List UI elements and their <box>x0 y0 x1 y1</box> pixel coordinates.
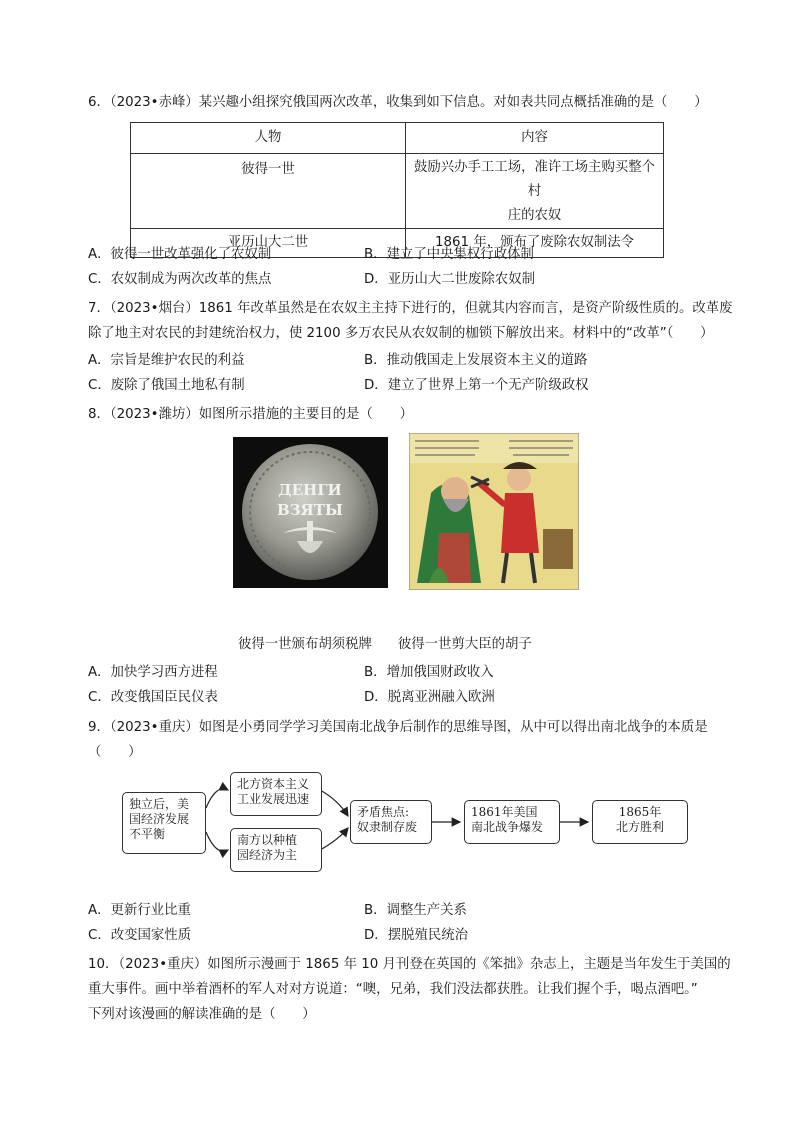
mindmap-node-south: 南方以种植 园经济为主 <box>230 828 322 872</box>
table-cell-person: 亚历山大二世 <box>131 229 406 258</box>
question-10-stem-line: 10．（2023•重庆）如图所示漫画于 1865 年 10 月刊登在英国的《笨拙》杂志上，主题是当年发生于美国的 <box>88 957 731 972</box>
question-7-stem-line: 7．（2023•烟台）1861 年改革虽然是在农奴主主持下进行的，但就其内容而言，是资产阶级性质的。改革废 <box>88 301 733 316</box>
option-d[interactable]: D．建立了世界上第一个无产阶级政权 <box>364 378 589 393</box>
question-10 <box>88 952 731 1027</box>
coin-text: ВЗЯТЫ <box>277 501 343 519</box>
beard-tax-token-image <box>233 437 388 588</box>
question-8-options <box>88 660 708 710</box>
caption-right: 彼得一世剪大臣的胡子 <box>397 637 532 652</box>
option-b[interactable]: B．建立了中央集权行政体制 <box>364 247 534 262</box>
image-caption <box>238 633 532 652</box>
mindmap-node-end: 1865年 北方胜利 <box>592 800 688 844</box>
option-c[interactable]: C．改变俄国臣民仪表 <box>88 690 218 705</box>
option-d[interactable]: D．亚历山大二世废除农奴制 <box>364 272 535 287</box>
option-a[interactable]: A．加快学习西方进程 <box>88 665 218 680</box>
option-b[interactable]: B．调整生产关系 <box>364 903 467 918</box>
table-cell-content-line: 庄的农奴 <box>507 208 562 223</box>
option-c[interactable]: C．农奴制成为两次改革的焦点 <box>88 272 272 287</box>
option-c[interactable]: C．废除了俄国土地私有制 <box>88 378 245 393</box>
question-9 <box>88 715 720 765</box>
mindmap-node-north: 北方资本主义 工业发展迅速 <box>230 772 322 816</box>
reform-table <box>130 122 664 258</box>
beard-cutting-illustration <box>409 433 579 590</box>
question-8-stem: 8．（2023•潍坊）如图所示措施的主要目的是（ ） <box>88 407 413 422</box>
option-a[interactable]: A．宗旨是维护农民的利益 <box>88 353 245 368</box>
table-cell-content-line: 鼓励兴办手工工场，准许工场主购买整个村 <box>413 160 656 199</box>
option-b[interactable]: B．增加俄国财政收入 <box>364 665 494 680</box>
mindmap-node-war: 1861年美国 南北战争爆发 <box>464 800 560 844</box>
question-6 <box>88 90 720 115</box>
question-10-stem-line: 下列对该漫画的解读准确的是（ ） <box>88 1007 316 1022</box>
option-d[interactable]: D．脱离亚洲融入欧洲 <box>364 690 495 705</box>
option-d[interactable]: D．摆脱殖民统治 <box>364 928 469 943</box>
table-cell-content: 1861 年，颁布了废除农奴制法令 <box>406 229 664 258</box>
question-9-stem-line: （ ） <box>88 745 142 760</box>
question-6-options <box>88 242 708 292</box>
mind-map <box>120 770 700 870</box>
option-b[interactable]: B．推动俄国走上发展资本主义的道路 <box>364 353 588 368</box>
option-a[interactable]: A．彼得一世改革强化了农奴制 <box>88 247 272 262</box>
table-cell-person: 彼得一世 <box>131 154 406 229</box>
question-10-stem-line: 重大事件。画中举着酒杯的军人对对方说道：“噢，兄弟，我们没法都获胜。让我们握个手，喝点酒吧。” <box>88 982 698 997</box>
table-header-row <box>131 123 664 154</box>
option-c[interactable]: C．改变国家性质 <box>88 928 192 943</box>
option-a[interactable]: A．更新行业比重 <box>88 903 191 918</box>
question-9-options <box>88 898 708 948</box>
question-7-stem-line: 除了地主对农民的封建统治权力，使 2100 多万农民从农奴制的枷锁下解放出来。材料中的“改革”（ ） <box>88 326 714 341</box>
table-row <box>131 154 664 229</box>
caption-left: 彼得一世颁布胡须税牌 <box>238 637 372 652</box>
question-9-stem-line: 9．（2023•重庆）如图是小勇同学学习美国南北战争后制作的思维导图，从中可以得出南北战争的本质是 <box>88 720 708 735</box>
mindmap-node-focus: 矛盾焦点: 奴隶制存废 <box>350 800 432 844</box>
table-header-person: 人物 <box>131 123 406 154</box>
question-8 <box>88 402 720 427</box>
coin-text: ДЕНГИ <box>278 481 342 499</box>
question-6-stem: 6．（2023•赤峰）某兴趣小组探究俄国两次改革，收集到如下信息。对如表共同点概括准确的是（ ） <box>88 95 708 110</box>
table-header-content: 内容 <box>406 123 664 154</box>
question-7-options <box>88 348 708 398</box>
mindmap-node-start: 独立后，美 国经济发展 不平衡 <box>122 792 206 854</box>
question-7 <box>88 296 733 346</box>
table-cell-content <box>406 154 664 229</box>
